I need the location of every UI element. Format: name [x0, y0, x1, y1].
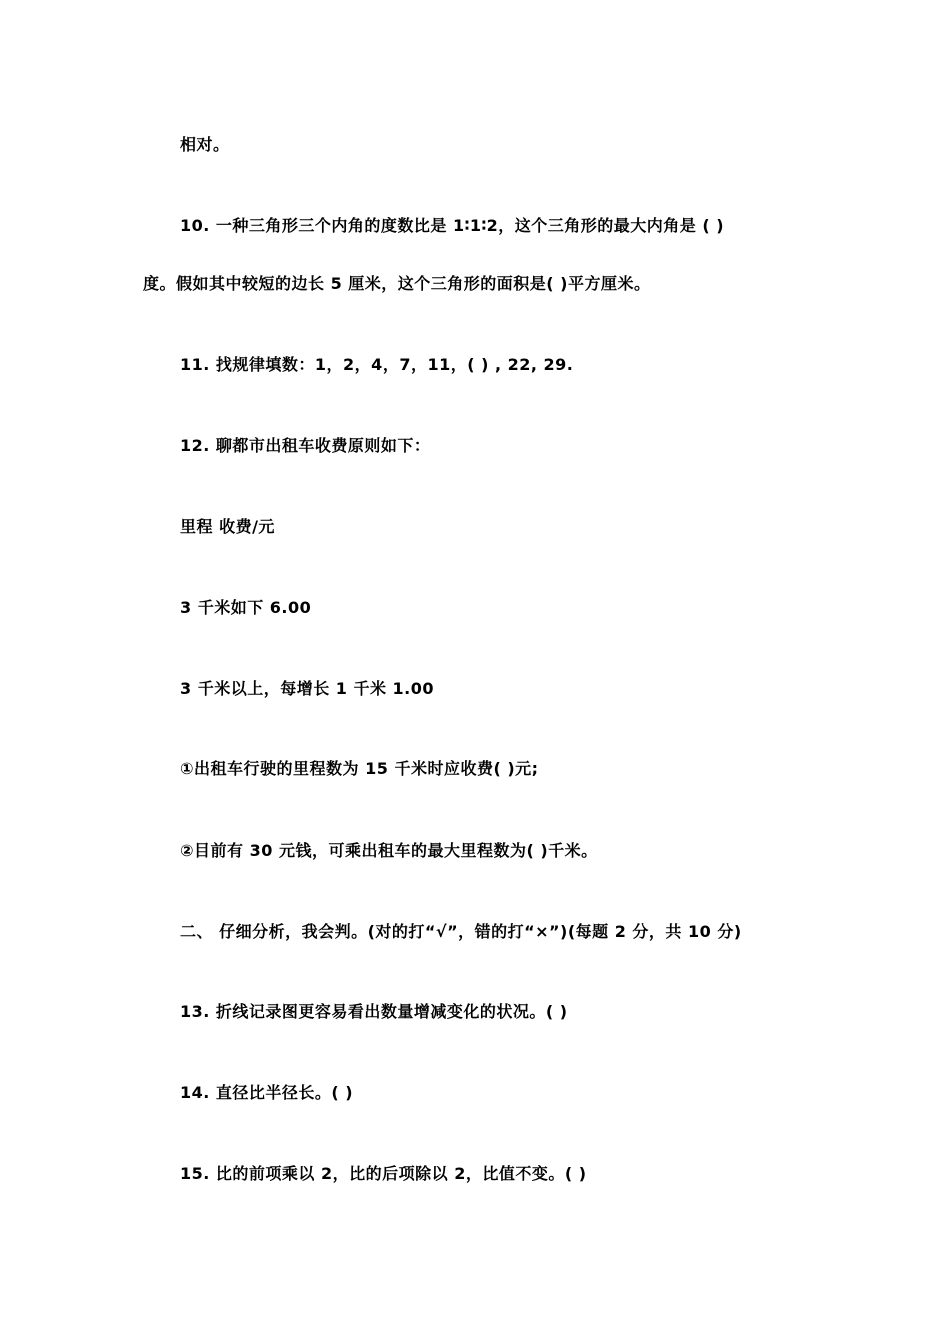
question-12: 12. 聊都市出租车收费原则如下： [180, 436, 431, 455]
question-12-part-1: ①出租车行驶的里程数为 15 千米时应收费( )元; [180, 759, 539, 778]
section-2-heading: 二、 仔细分析，我会判。(对的打“√”，错的打“×”)(每题 2 分，共 10 分) [180, 922, 742, 941]
question-14: 14. 直径比半径长。( ) [180, 1083, 354, 1102]
fare-table-header: 里程 收费/元 [180, 517, 275, 536]
question-10-line-1: 10. 一种三角形三个内角的度数比是 1∶1∶2，这个三角形的最大内角是 ( ) [180, 216, 725, 235]
question-15: 15. 比的前项乘以 2，比的后项除以 2，比值不变。( ) [180, 1164, 587, 1183]
question-10-line-2: 度。假如其中较短的边长 5 厘米，这个三角形的面积是( )平方厘米。 [143, 274, 651, 293]
fare-table-row-1: 3 千米如下 6.00 [180, 598, 312, 617]
question-11: 11. 找规律填数：1，2，4，7，11，( ) , 22, 29. [180, 355, 574, 374]
question-13: 13. 折线记录图更容易看出数量增减变化的状况。( ) [180, 1002, 568, 1021]
text-line-continuation: 相对。 [180, 135, 230, 154]
question-12-part-2: ②目前有 30 元钱，可乘出租车的最大里程数为( )千米。 [180, 841, 598, 860]
fare-table-row-2: 3 千米以上，每增长 1 千米 1.00 [180, 679, 435, 698]
